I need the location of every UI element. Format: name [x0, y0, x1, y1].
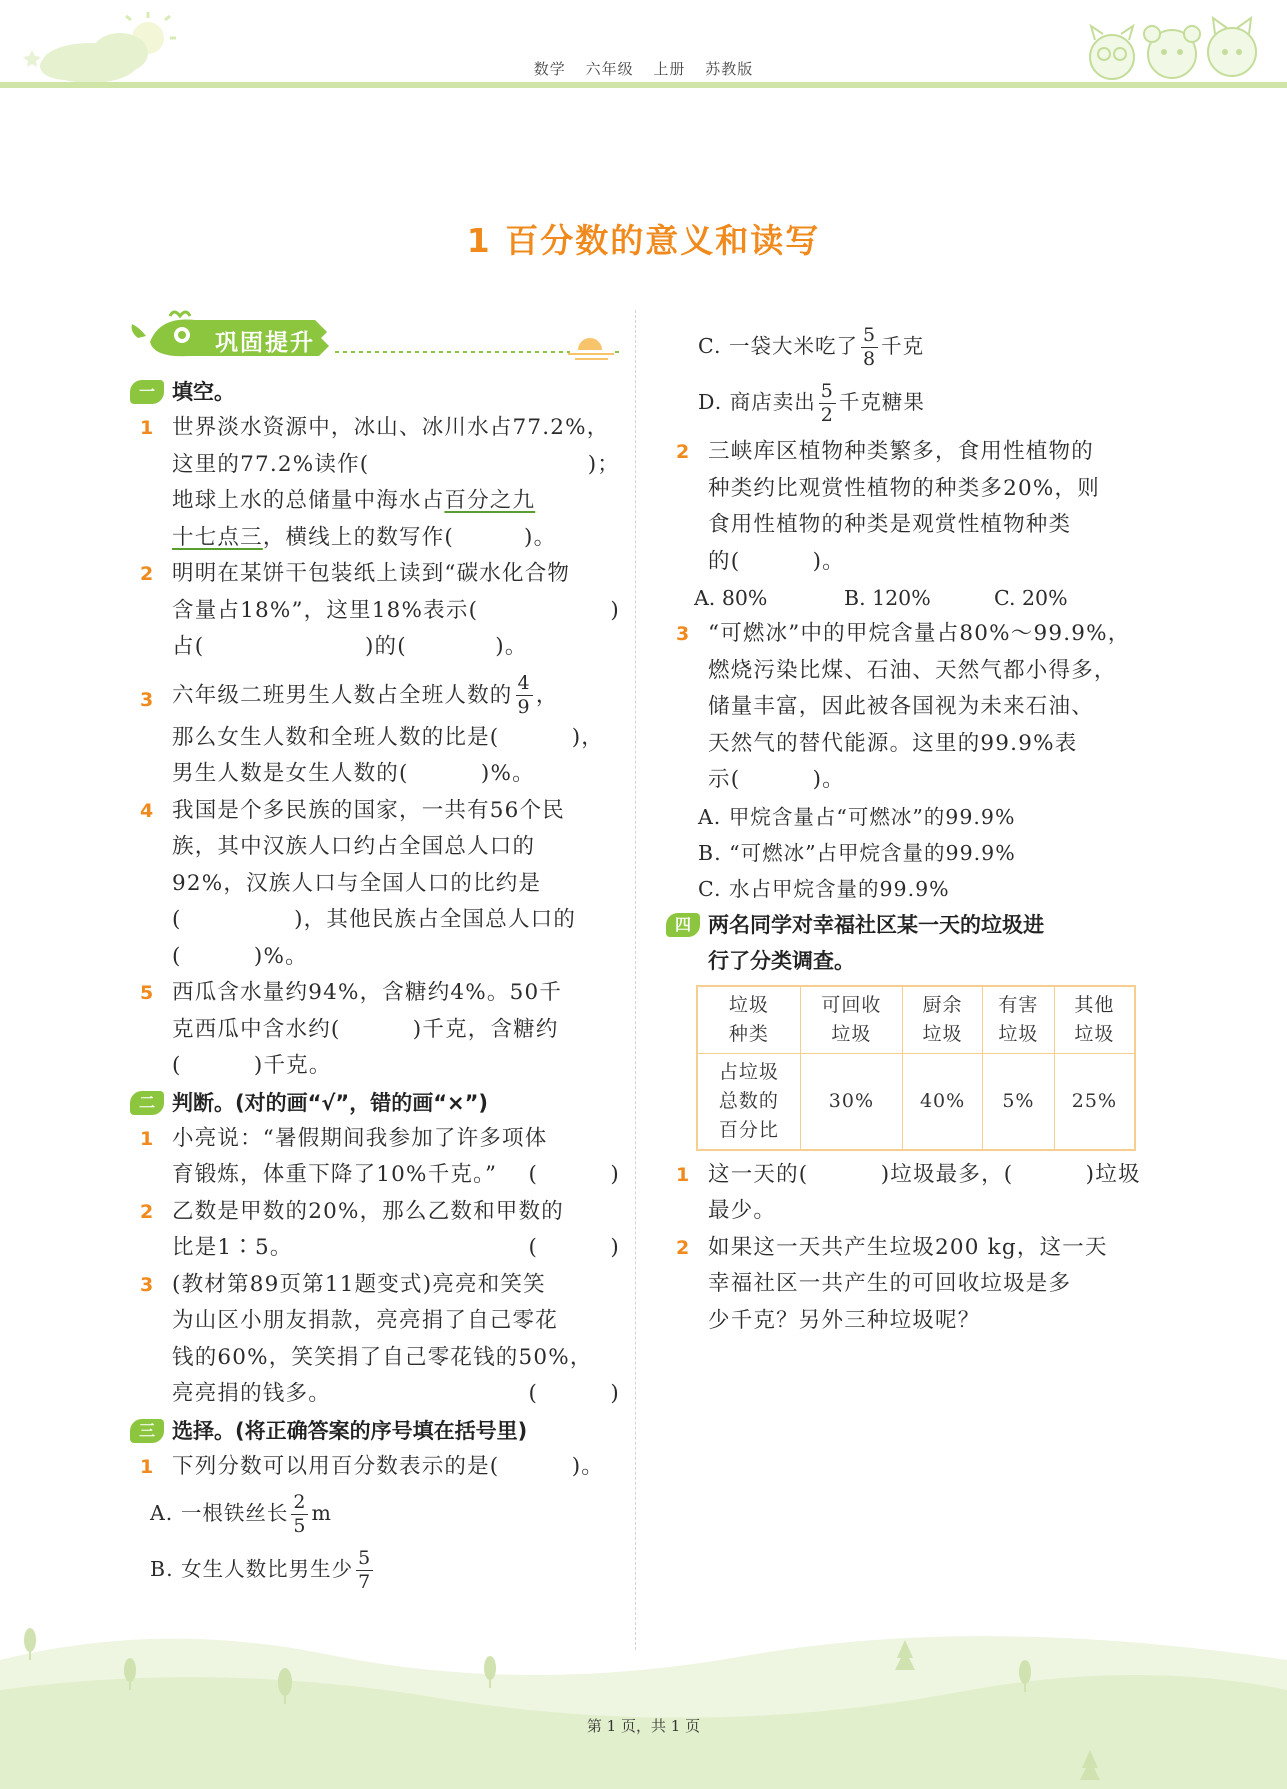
question-text-part: ，横线上的数写作( [262, 524, 455, 550]
option-text: 千克 [881, 334, 925, 358]
option-text: 千克糖果 [838, 390, 925, 414]
part1-question-5 [130, 975, 620, 1085]
part2-question-2 [130, 1194, 620, 1267]
fraction [291, 1493, 308, 1536]
cell-line: 垃圾 [1074, 1022, 1115, 1045]
question-number: 3 [140, 688, 155, 711]
table-row [697, 986, 1135, 1054]
question-text[interactable]: ( )千克。 [172, 1053, 332, 1078]
cell-line: 百分比 [718, 1118, 779, 1141]
cell-line: 可回收 [821, 993, 882, 1016]
question-text [172, 447, 620, 484]
question-text[interactable]: 示( )。 [708, 767, 845, 792]
question-text: 世界淡水资源中，冰山、冰川水占77.2%， [172, 415, 610, 440]
fraction-denominator: 7 [358, 1571, 372, 1593]
question-text[interactable]: ( )%。 [172, 943, 308, 969]
question-text-part: 亮亮捐的钱多。 [172, 1381, 331, 1406]
column-divider [635, 310, 636, 1650]
option-text: C. 一袋大米吃了 [698, 334, 858, 358]
fraction [861, 326, 878, 369]
table-cell: 30% [800, 1053, 902, 1150]
question-text: 幸福社区一共产生的可回收垃圾是多 [708, 1271, 1072, 1296]
header-edition: 苏教版 [705, 60, 754, 78]
option-d [666, 374, 1146, 430]
part1-question-3 [130, 672, 620, 793]
question-text: 我国是个多民族的国家，一共有56个民 [172, 797, 565, 823]
question-number: 5 [140, 982, 155, 1004]
cell-line: 垃圾 [998, 1022, 1039, 1045]
part1-title: 填空。 [172, 380, 235, 404]
table-header-cell [982, 986, 1054, 1054]
question-text[interactable]: 的( )。 [708, 548, 845, 574]
part4-title-line: 两名同学对幸福社区某一天的垃圾进 [708, 912, 1044, 937]
question-text: (教材第89页第11题变式)亮亮和笑笑 [172, 1271, 546, 1297]
page-number: 第 1 页，共 1 页 [586, 1717, 701, 1735]
part4-title-line: 行了分类调查。 [708, 948, 855, 973]
fraction-denominator: 9 [517, 696, 531, 718]
question-number: 2 [140, 1200, 155, 1223]
cell-line: 垃圾 [728, 993, 769, 1016]
question-number: 4 [140, 799, 155, 822]
part3-badge: 三 [130, 1419, 164, 1443]
answer-blank[interactable]: ) [610, 597, 620, 623]
fraction-numerator: 2 [293, 1491, 307, 1513]
question-text-part: 育锻炼，体重下降了10%千克。” [172, 1162, 498, 1187]
option-c[interactable]: C. 20% [994, 586, 1068, 610]
answer-blank[interactable]: )； [587, 451, 620, 477]
fraction-denominator: 5 [293, 1515, 307, 1537]
option-text: A. 一根铁丝长 [150, 1501, 289, 1525]
question-text [172, 1230, 620, 1267]
question-text [172, 1157, 620, 1194]
question-text: 天然气的替代能源。这里的99.9%表 [708, 730, 1078, 756]
underlined-text: 百分之九 [444, 488, 536, 513]
option-c [666, 318, 1146, 374]
option-b [130, 1541, 620, 1597]
question-text-part: ， [535, 682, 559, 708]
garbage-survey-table [696, 985, 1136, 1151]
question-text-part: 地球上水的总储量中海水占 [172, 488, 445, 513]
question-number: 1 [140, 417, 155, 439]
part2-question-3 [130, 1267, 620, 1413]
option-c[interactable]: C. 水占甲烷含量的99.9% [698, 876, 950, 901]
question-text [172, 672, 620, 720]
section-banner [130, 308, 620, 368]
option-a [130, 1485, 620, 1541]
question-text[interactable]: 这一天的( )垃圾最多，( )垃圾 [708, 1161, 1141, 1187]
fraction-denominator: 2 [820, 404, 834, 426]
header-volume: 上册 [653, 60, 686, 78]
fraction-numerator: 4 [517, 672, 531, 694]
question-text [172, 1376, 620, 1413]
question-text-part: )。 [524, 524, 557, 550]
cell-line: 垃圾 [831, 1022, 872, 1045]
fraction-numerator: 5 [358, 1547, 372, 1569]
question-text-part: 含量占18%”，这里18%表示( [172, 597, 479, 623]
part4-heading [666, 907, 1146, 979]
question-text: 西瓜含水量约94%，含糖约4%。50千 [172, 980, 563, 1005]
question-text: 如果这一天共产生垃圾200 kg，这一天 [708, 1234, 1108, 1260]
judgment-blank[interactable]: ( ) [528, 1235, 620, 1260]
option-text: D. 商店卖出 [698, 390, 816, 414]
part4-question-1 [666, 1157, 1146, 1230]
part4-question-2 [666, 1230, 1146, 1340]
question-text: 食用性植物的种类是观赏性植物种类 [708, 512, 1072, 537]
question-text[interactable]: 男生人数是女生人数的( )%。 [172, 761, 535, 786]
fraction-numerator: 5 [863, 324, 877, 346]
right-column [666, 318, 1146, 1339]
question-text: 族，其中汉族人口约占全国总人口的 [172, 834, 536, 859]
part2-question-1 [130, 1121, 620, 1194]
table-header-cell [697, 1053, 800, 1150]
cell-line: 种类 [728, 1022, 769, 1045]
question-text-part: 六年级二班男生人数占全班人数的 [172, 682, 513, 708]
part4-badge: 四 [666, 913, 700, 937]
cell-line: 总数的 [718, 1089, 779, 1112]
question-number: 3 [676, 623, 691, 645]
table-header-cell [1054, 986, 1135, 1054]
question-text [172, 520, 620, 557]
question-text[interactable]: 占( )的( )。 [172, 634, 528, 659]
part2-heading [130, 1085, 620, 1121]
question-text: 最少。 [708, 1198, 777, 1223]
question-text: 燃烧污染比煤、石油、天然气都小得多， [708, 657, 1117, 683]
question-number: 2 [676, 441, 691, 463]
option-a[interactable]: A. 甲烷含量占“可燃冰”的99.9% [698, 804, 1016, 829]
cell-line: 其他 [1074, 993, 1115, 1016]
question-number: 2 [676, 1236, 691, 1259]
part1-question-4 [130, 793, 620, 976]
question-text: 明明在某饼干包装纸上读到“碳水化合物 [172, 561, 571, 586]
part2-title: 判断。(对的画“√”，错的画“×”) [172, 1090, 489, 1115]
part4-title [708, 907, 1044, 979]
left-column [130, 308, 620, 1597]
table-cell: 25% [1054, 1053, 1135, 1150]
fraction [356, 1549, 373, 1592]
fraction-denominator: 8 [863, 348, 877, 370]
part3-q2-options [666, 580, 1146, 616]
question-number: 1 [140, 1455, 155, 1478]
question-text: 三峡库区植物种类繁多，食用性植物的 [708, 439, 1094, 464]
table-header-cell [903, 986, 983, 1054]
table-cell: 40% [903, 1053, 983, 1150]
header-grade: 六年级 [585, 60, 634, 78]
question-text-part: 这里的77.2%读作( [172, 451, 370, 477]
part3-question-1 [130, 1449, 620, 1486]
cartoon-animals-decoration [1077, 12, 1267, 87]
part2-badge: 二 [130, 1091, 164, 1115]
part3-heading [130, 1413, 620, 1449]
fraction [819, 382, 836, 425]
question-text: 乙数是甲数的20%，那么乙数和甲数的 [172, 1198, 564, 1224]
option-text: B. 女生人数比男生少 [150, 1557, 354, 1581]
part3-question-3 [666, 616, 1146, 799]
question-text: 钱的60%，笑笑捐了自己零花钱的50%， [172, 1344, 593, 1370]
fraction-numerator: 5 [820, 380, 834, 402]
cell-line: 垃圾 [922, 1022, 963, 1045]
part1-question-1 [130, 410, 620, 556]
part3-title: 选择。(将正确答案的序号填在括号里) [172, 1418, 528, 1443]
question-number: 2 [140, 563, 155, 585]
whale-banner-graphic [130, 308, 620, 368]
lesson-title: 1 百分数的意义和读写 [466, 221, 821, 260]
question-text [172, 483, 620, 520]
part1-question-2 [130, 556, 620, 666]
question-text[interactable]: 那么女生人数和全班人数的比是( )， [172, 724, 604, 750]
part1-heading [130, 374, 620, 410]
question-text: 小亮说：“暑假期间我参加了许多项体 [172, 1125, 548, 1151]
question-text[interactable]: 下列分数可以用百分数表示的是( )。 [172, 1453, 604, 1479]
question-text: “可燃冰”中的甲烷含量占80%～99.9%， [708, 621, 1131, 646]
cell-line: 占垃圾 [718, 1060, 779, 1083]
page-header [0, 0, 1287, 95]
question-number: 1 [140, 1127, 155, 1150]
option-text: m [311, 1501, 332, 1525]
question-number: 1 [676, 1163, 691, 1186]
fraction [516, 674, 533, 717]
table-header-cell [800, 986, 902, 1054]
question-number: 3 [140, 1273, 155, 1296]
question-text[interactable]: 克西瓜中含水约( )千克，含糖约 [172, 1016, 559, 1042]
question-text: 为山区小朋友捐款，亮亮捐了自己零花 [172, 1308, 558, 1333]
option-b[interactable]: B. 120% [844, 586, 931, 610]
cell-line: 有害 [998, 993, 1039, 1016]
option-a[interactable]: A. 80% [694, 586, 768, 610]
question-text: 少千克？另外三种垃圾呢？ [708, 1307, 981, 1333]
part1-badge: 一 [130, 380, 164, 404]
question-text-part: 比是1∶5。 [172, 1235, 293, 1260]
header-subject: 数学 [533, 60, 566, 78]
table-header-cell [697, 986, 800, 1054]
underlined-text: 十七点三 [172, 524, 263, 550]
question-text[interactable]: ( )，其他民族占全国总人口的 [172, 907, 577, 932]
question-text: 储量丰富，因此被各国视为未来石油、 [708, 694, 1094, 719]
option-b[interactable]: B. “可燃冰”占甲烷含量的99.9% [698, 840, 1016, 865]
judgment-blank[interactable]: ( ) [528, 1381, 620, 1406]
judgment-blank[interactable]: ( ) [528, 1162, 620, 1187]
cell-line: 厨余 [922, 993, 963, 1016]
section-banner-title: 巩固提升 [215, 330, 315, 356]
question-text [172, 593, 620, 630]
table-cell: 5% [982, 1053, 1054, 1150]
part3-question-2 [666, 434, 1146, 580]
hills-decoration [0, 1610, 1287, 1789]
question-text: 92%，汉族人口与全国人口的比约是 [172, 870, 542, 896]
question-text: 种类约比观赏性植物的种类多20%，则 [708, 475, 1100, 501]
table-row [697, 1053, 1135, 1150]
